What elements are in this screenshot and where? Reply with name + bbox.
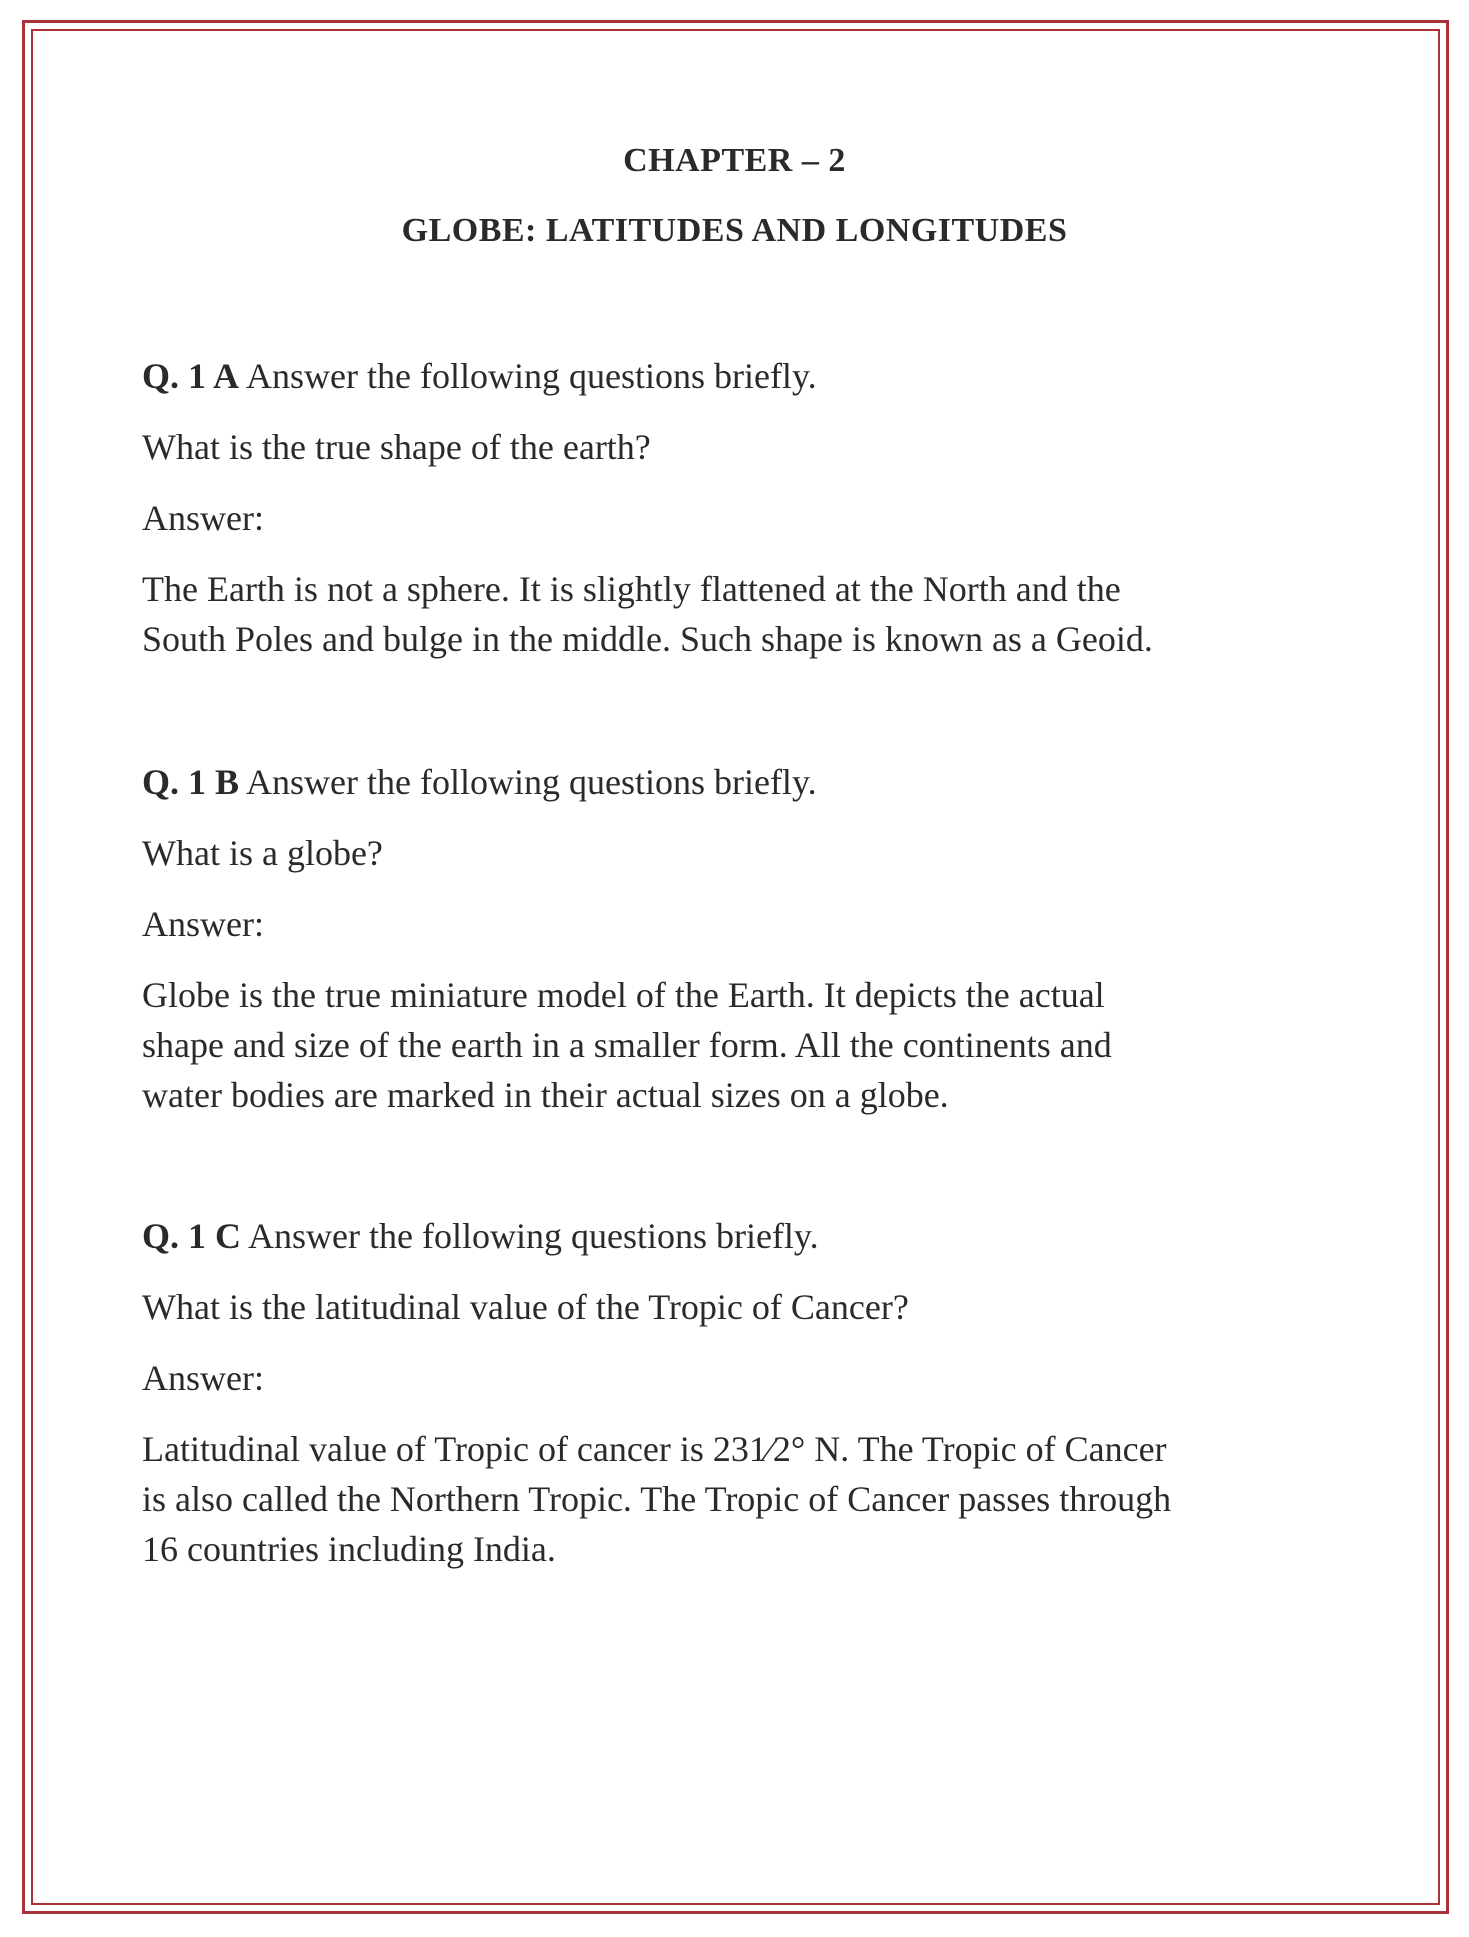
answer-line: shape and size of the earth in a smaller form. All the continents and	[142, 1025, 1112, 1065]
question-header	[142, 757, 1342, 807]
question-text: What is a globe?	[142, 833, 383, 873]
answer-text	[142, 1424, 1342, 1574]
question-text: What is the latitudinal value of the Tropic of Cancer?	[142, 1287, 909, 1327]
answer-line: water bodies are marked in their actual sizes on a globe.	[142, 1075, 949, 1115]
question-block-1c	[142, 1211, 1342, 1574]
answer-line: The Earth is not a sphere. It is slightly flattened at the North and the	[142, 569, 1121, 609]
question-number: Q. 1 B	[142, 762, 240, 802]
question-block-1b	[142, 757, 1342, 1120]
question-header	[142, 351, 1342, 401]
answer-line: is also called the Northern Tropic. The Tropic of Cancer passes through	[142, 1479, 1172, 1519]
question-number: Q. 1 A	[142, 356, 240, 396]
question-instruction: Answer the following questions briefly.	[248, 1216, 819, 1256]
answer-text	[142, 970, 1342, 1120]
answer-line: 16 countries including India.	[142, 1529, 556, 1569]
question-header	[142, 1211, 1342, 1261]
answer-line: Globe is the true miniature model of the Earth. It depicts the actual	[142, 975, 1105, 1015]
answer-label: Answer:	[142, 498, 264, 538]
question-number: Q. 1 C	[142, 1216, 241, 1256]
answer-line: Latitudinal value of Tropic of cancer is 231⁄2° N. The Tropic of Cancer	[142, 1429, 1167, 1469]
answer-text	[142, 564, 1342, 664]
question-instruction: Answer the following questions briefly.	[246, 762, 817, 802]
answer-line: South Poles and bulge in the middle. Such shape is known as a Geoid.	[142, 619, 1153, 659]
answer-label: Answer:	[142, 1358, 264, 1398]
question-instruction: Answer the following questions briefly.	[246, 356, 817, 396]
question-text: What is the true shape of the earth?	[142, 427, 651, 467]
question-block-1a	[142, 351, 1342, 664]
chapter-heading: CHAPTER – 2	[623, 142, 846, 179]
answer-label: Answer:	[142, 904, 264, 944]
chapter-title: GLOBE: LATITUDES AND LONGITUDES	[401, 212, 1068, 249]
